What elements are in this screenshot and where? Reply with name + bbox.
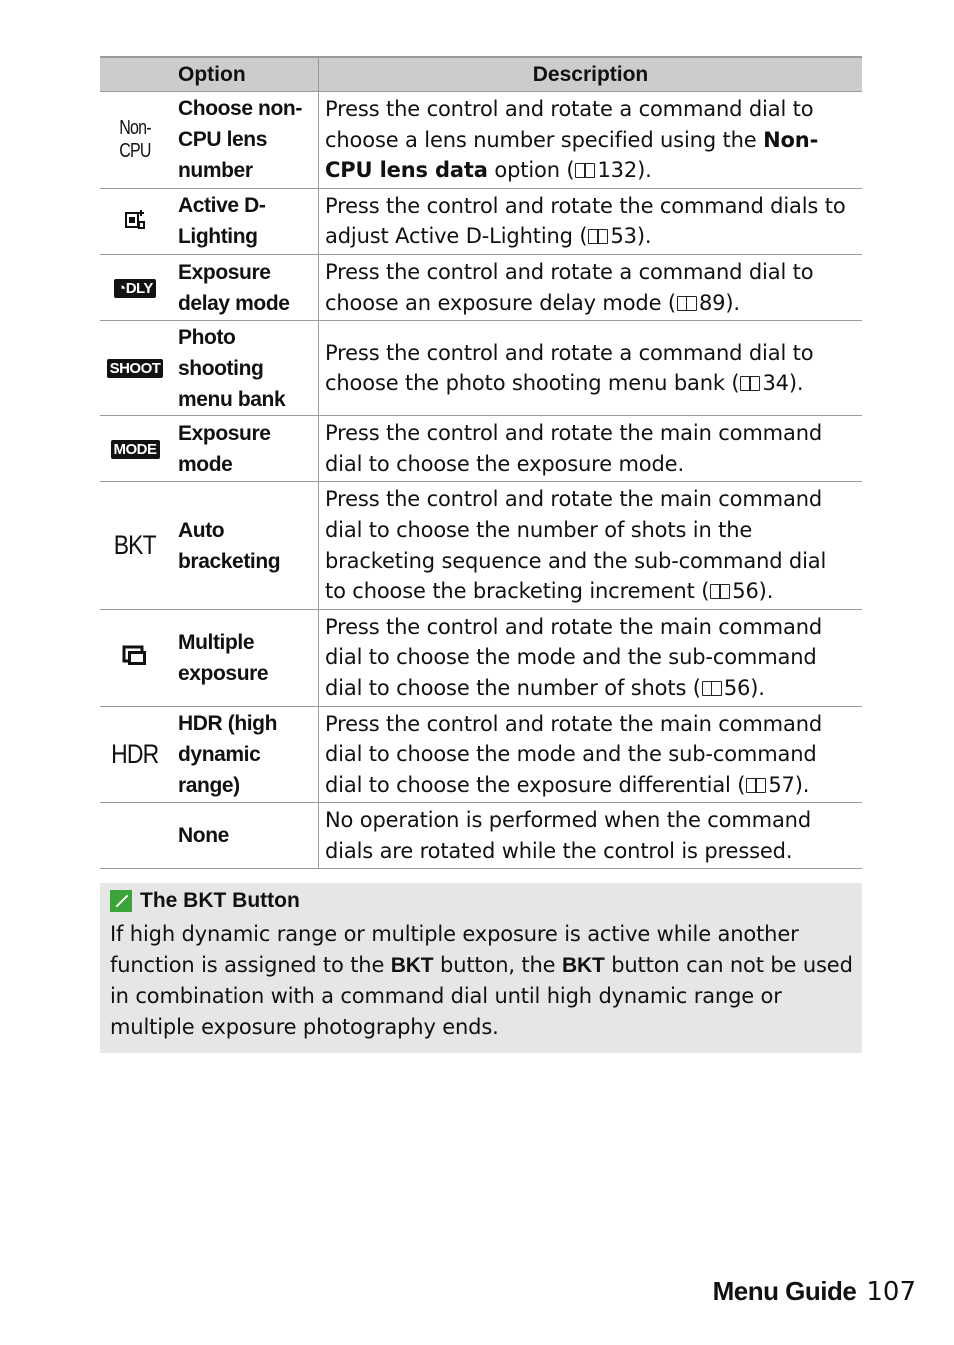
exposure-delay-icon: ◔DLY <box>114 279 156 298</box>
page-ref: 56 <box>723 675 751 700</box>
note-text: button can not be used in combination with a command dial until high dynamic range or multiple exposure photography ends. <box>110 952 853 1039</box>
option-description: Press the control and rotate the command dials to adjust Active D-Lighting ( 53). <box>319 188 863 254</box>
option-description: Press the control and rotate a command dial to choose an exposure delay mode ( 89). <box>319 254 863 320</box>
mode-icon: MODE <box>111 440 160 459</box>
description-header: Description <box>319 57 863 92</box>
table-row <box>100 321 862 416</box>
row-icon-cell <box>100 803 170 869</box>
page-ref-icon <box>740 376 760 391</box>
section-title: Menu Guide <box>712 1276 857 1306</box>
page-ref-icon <box>575 163 595 178</box>
table-row <box>100 416 862 482</box>
option-description: Press the control and rotate the main command dial to choose the exposure mode. <box>319 416 863 482</box>
row-icon-cell <box>100 92 170 189</box>
table-row <box>100 92 862 189</box>
option-name: Multiple exposure <box>170 609 319 706</box>
hdr-icon: HDR <box>111 738 159 769</box>
table-header-row <box>100 57 862 92</box>
row-icon-cell <box>100 416 170 482</box>
options-table <box>100 56 862 869</box>
option-name: HDR (high dynamic range) <box>170 706 319 803</box>
page-ref: 34 <box>762 371 789 396</box>
row-icon-cell <box>100 254 170 320</box>
row-icon-cell <box>100 321 170 416</box>
table-row <box>100 482 862 609</box>
table-row <box>100 188 862 254</box>
note-keyword: BKT <box>390 953 434 977</box>
note-box <box>100 883 862 1053</box>
non-cpu-icon: Non-CPU <box>119 116 151 162</box>
row-icon-cell <box>100 706 170 803</box>
note-body <box>110 919 854 1042</box>
page-number: 107 <box>866 1277 916 1307</box>
shoot-icon: SHOOT <box>107 359 164 378</box>
option-description: Press the control and rotate a command dial to choose the photo shooting menu bank ( 34). <box>319 321 863 416</box>
row-icon-cell <box>100 609 170 706</box>
page-ref: 89 <box>698 290 726 315</box>
table-row <box>100 803 862 869</box>
option-description: Press the control and rotate the main command dial to choose the mode and the sub-command dial to choose the exposure differential ( 57). <box>319 706 863 803</box>
option-name: Auto bracketing <box>170 482 319 609</box>
option-description: No operation is performed when the command dials are rotated while the control is pressed. <box>319 803 863 869</box>
page-ref-icon <box>746 778 766 793</box>
note-title: The BKT Button <box>140 889 300 912</box>
page-ref: 132 <box>597 158 638 183</box>
option-description: Press the control and rotate the main command dial to choose the number of shots in the bracketing sequence and the sub-command dial to choose the bracketing increment ( 56). <box>319 482 863 609</box>
table-row <box>100 609 862 706</box>
note-heading <box>110 889 300 913</box>
pencil-icon <box>110 890 132 912</box>
option-name: Exposure delay mode <box>170 254 319 320</box>
option-name: Photo shooting menu bank <box>170 321 319 416</box>
page-ref-icon <box>702 681 722 696</box>
active-d-lighting-icon <box>124 208 146 230</box>
page-ref-icon <box>710 584 730 599</box>
multiple-exposure-icon <box>122 645 148 667</box>
row-icon-cell <box>100 188 170 254</box>
note-keyword: BKT <box>561 953 605 977</box>
option-name: Exposure mode <box>170 416 319 482</box>
bkt-icon: BKT <box>113 530 157 561</box>
option-description: Press the control and rotate a command dial to choose a lens number specified using the Non-CPU lens data option ( 132). <box>319 92 863 189</box>
row-icon-cell <box>100 482 170 609</box>
option-name: Choose non-CPU lens number <box>170 92 319 189</box>
page-ref: 53 <box>610 224 637 249</box>
option-header: Option <box>100 57 319 92</box>
option-description: Press the control and rotate the main command dial to choose the mode and the sub-command dial to choose the number of shots ( 56). <box>319 609 863 706</box>
note-text: If high dynamic range or multiple exposure is active while another function is assigned to the <box>110 922 799 977</box>
table-row <box>100 706 862 803</box>
page-ref: 56 <box>732 579 759 604</box>
page-ref-icon <box>677 296 697 311</box>
option-name: None <box>170 803 319 869</box>
option-name: Active D-Lighting <box>170 188 319 254</box>
table-row <box>100 254 862 320</box>
note-text: button, the <box>433 952 562 977</box>
page-footer <box>713 1276 916 1307</box>
page-ref: 57 <box>768 772 795 797</box>
page-ref-icon <box>588 229 608 244</box>
